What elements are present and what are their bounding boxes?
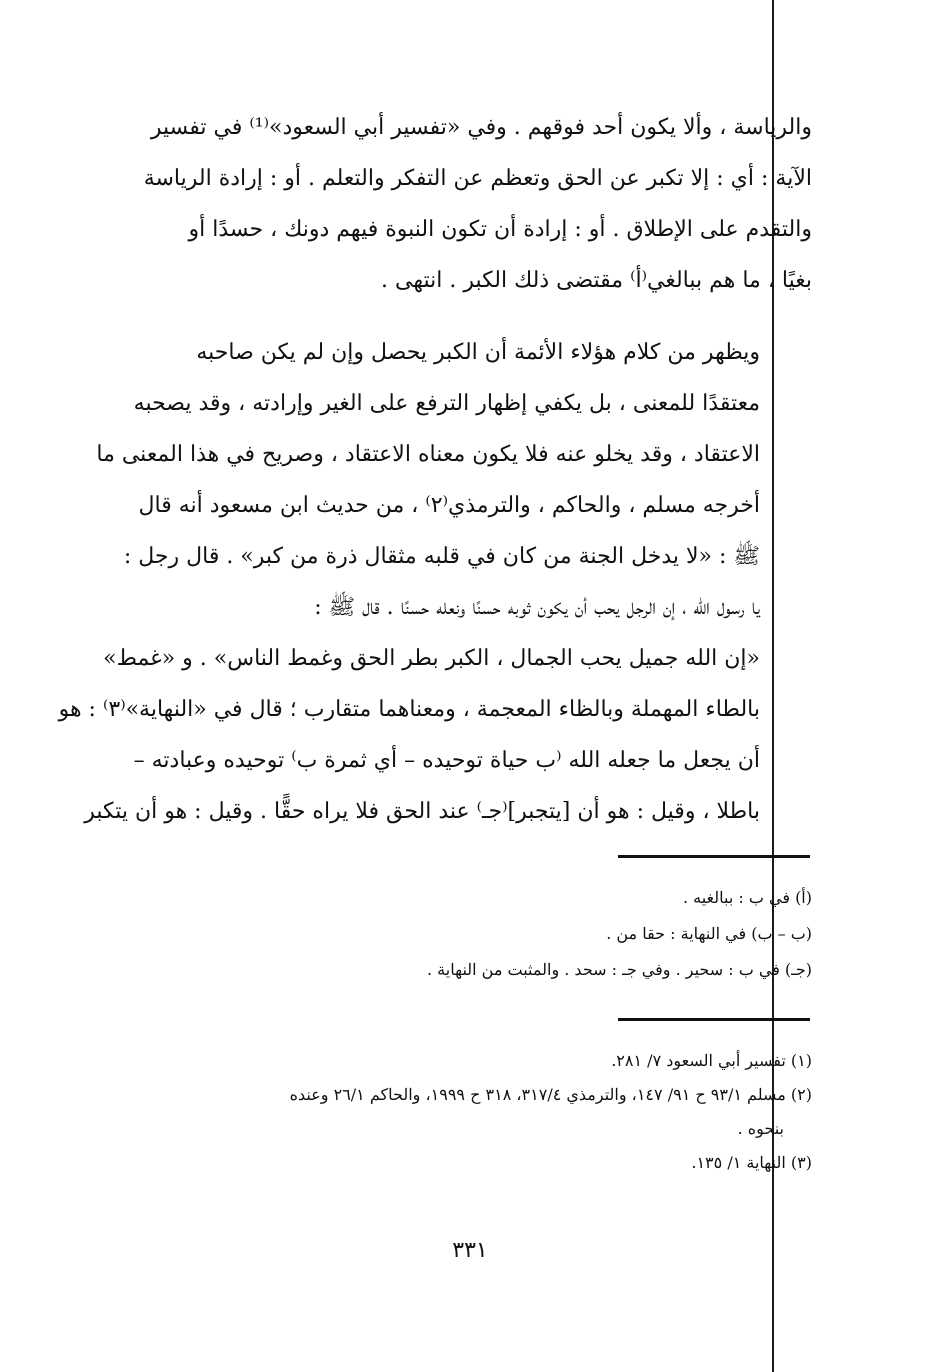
text-line: بغيًا ، ما هم ببالغي⁽أ⁾ مقتضى ذلك الكبر . انتهى . [381, 268, 812, 293]
text-line: أن يجعل ما جعله الله ⁽ب حياة توحيده – أي ثمرة ب⁾ توحيده وعبادته – [133, 748, 760, 773]
text-line: باطلا ، وقيل : هو أن [يتجبر]⁽جـ⁾ عند الحق فلا يراه حقًّا . وقيل : هو أن يتكبر [84, 799, 760, 824]
variant-footnote: (ب – ب) في النهاية : حقا من . [606, 924, 812, 943]
source-footnote: (١) تفسير أبي السعود ٧/ ٢٨١. [611, 1051, 812, 1070]
variant-footnote: (جـ) في ب : سحير . وفي جـ : سحد . والمثبت من النهاية . [426, 960, 812, 979]
body-paragraph-1 [140, 102, 812, 306]
source-footnote: (٣) النهاية ١/ ١٣٥. [691, 1153, 812, 1172]
page-number: ٣٣١ [452, 1238, 488, 1263]
variant-footnote: (أ) في ب : ببالغيه . [682, 888, 812, 907]
source-footnote-continuation: بنحوه . [737, 1119, 784, 1138]
text-line: ويظهر من كلام هؤلاء الأئمة أن الكبر يحصل وإن لم يكن صاحبه [196, 340, 760, 365]
text-line: ﷺ : «لا يدخل الجنة من كان في قلبه مثقال ذرة من كبر» . قال رجل : [123, 544, 760, 569]
text-line: والرياسة ، وألا يكون أحد فوقهم . وفي «تفسير أبي السعود»⁽¹⁾ في تفسير [150, 115, 812, 140]
footnote-divider-sources [618, 1018, 810, 1021]
text-line: «إن الله جميل يحب الجمال ، الكبر بطر الحق وغمط الناس» . و «غمط» [103, 646, 760, 671]
text-line: معتقدًا للمعنى ، بل يكفي إظهار الترفع على الغير وإرادته ، وقد يصحبه [133, 391, 760, 416]
source-footnotes [140, 1044, 812, 1180]
text-line: يا رسول الله ، إن الرجل يحب أن يكون ثوبه حسنًا ونعله حسنًا . قال ﷺ : [314, 595, 760, 620]
text-line: بالطاء المهملة وبالظاء المعجمة ، ومعناهما متقارب ؛ قال في «النهاية»⁽٣⁾ : هو [58, 697, 760, 722]
text-line: والتقدم على الإطلاق . أو : إرادة أن تكون النبوة فيهم دونك ، حسدًا أو [188, 217, 812, 242]
body-paragraph-2 [58, 327, 812, 837]
text-line: الاعتقاد ، وقد يخلو عنه فلا يكون معناه الاعتقاد ، وصريح في هذا المعنى ما [96, 442, 760, 467]
text-line: أخرجه مسلم ، والحاكم ، والترمذي⁽٢⁾ ، من حديث ابن مسعود أنه قال [138, 493, 760, 518]
text-line: الآية : أي : إلا تكبر عن الحق وتعظم عن التفكر والتعلم . أو : إرادة الرياسة [143, 166, 812, 191]
variant-footnotes [140, 880, 812, 988]
source-footnote: (٢) مسلم ٩٣/١ ح ٩١/ ١٤٧، والترمذي ٣١٧/٤، ٣١٨ ح ١٩٩٩، والحاكم ٢٦/١ وعنده [289, 1085, 812, 1104]
footnote-divider-variants [618, 855, 810, 858]
